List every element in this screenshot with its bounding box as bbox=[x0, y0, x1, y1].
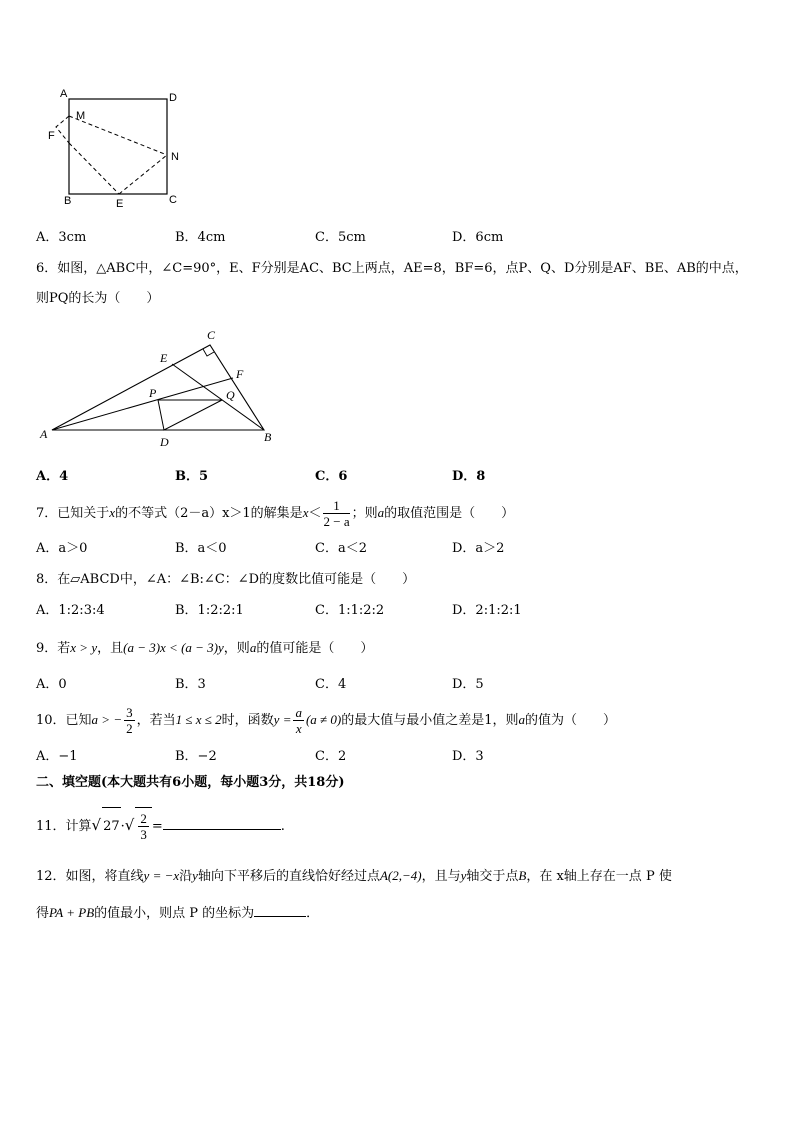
label-n: N bbox=[171, 151, 179, 163]
q9-option-a[interactable]: A．0 bbox=[36, 677, 67, 692]
radical-sign: √ bbox=[91, 816, 102, 834]
label-m: M bbox=[76, 110, 86, 122]
q8-option-d[interactable]: D．2:1:2:1 bbox=[452, 603, 522, 618]
q9-option-d[interactable]: D．5 bbox=[452, 677, 484, 692]
q5-option-c[interactable]: C．5cm bbox=[315, 230, 366, 245]
q12-stem-line1: 12．如图，将直线y = −x沿y轴向下平移后的直线恰好经过点A(2,−4)，且与y轴交于点B，在 x轴上存在一点 P 使 bbox=[36, 868, 672, 884]
q9-option-b[interactable]: B．3 bbox=[175, 677, 206, 692]
q5-option-d[interactable]: D．6cm bbox=[452, 230, 504, 245]
q7-option-a[interactable]: A．a＞0 bbox=[36, 541, 88, 556]
label-p: P bbox=[149, 386, 157, 400]
triangle-pqd bbox=[158, 400, 222, 430]
q9-option-c[interactable]: C．4 bbox=[315, 677, 347, 692]
label-d: D bbox=[169, 92, 177, 104]
fraction: $\frac{3}{2}$ bbox=[126, 705, 133, 736]
square-figure bbox=[40, 84, 200, 214]
segment-af bbox=[52, 378, 233, 430]
q7-option-d[interactable]: D．a＞2 bbox=[452, 541, 505, 556]
label-b: B bbox=[64, 195, 72, 207]
answer-blank[interactable] bbox=[163, 829, 281, 830]
right-angle-mark bbox=[203, 349, 214, 356]
label-c: C bbox=[207, 328, 216, 342]
triangle-figure bbox=[36, 322, 286, 450]
q6-stem-line2: 则PQ的长为（ ） bbox=[36, 291, 160, 306]
label-f: F bbox=[236, 367, 244, 381]
fold-line-fe bbox=[69, 143, 119, 194]
q6-option-d[interactable]: D．8 bbox=[452, 469, 486, 484]
q10-stem: 10．已知a > − $\frac{3}{2}$ ，若当1 ≤ x ≤ 2时，函数y = $\frac{a}{x}$ (a ≠ 0)的最大值与最小值之差是1，则a的值为（ ） bbox=[36, 705, 617, 736]
q8-option-b[interactable]: B．1:2:2:1 bbox=[175, 603, 244, 618]
q6-option-c[interactable]: C．6 bbox=[315, 469, 348, 484]
q7-option-b[interactable]: B．a＜0 bbox=[175, 541, 227, 556]
fraction: $\frac{a}{x}$ bbox=[295, 705, 302, 736]
q5-option-b[interactable]: B．4cm bbox=[175, 230, 226, 245]
segment-be bbox=[172, 364, 264, 430]
label-e: E bbox=[116, 198, 124, 210]
q10-option-b[interactable]: B．−2 bbox=[175, 749, 217, 764]
q8-option-c[interactable]: C．1:1:2:2 bbox=[315, 603, 385, 618]
label-q: Q bbox=[226, 388, 235, 402]
label-a: A bbox=[40, 427, 48, 441]
fraction: $\frac{1}{2 - a}$ bbox=[323, 498, 350, 529]
q12-stem-line2: 得PA + PB的值最小，则点 P 的坐标为 ． bbox=[36, 905, 320, 921]
section-title: 二、填空题(本大题共有6小题，每小题3分，共18分) bbox=[36, 775, 345, 790]
q7-stem: 7．已知关于x的不等式（2－a）x＞1的解集是x＜ $\frac{1}{2 - a}$ ；则a的取值范围是（ ） bbox=[36, 498, 515, 529]
q6-stem-line1: 6．如图，△ABC中，∠C=90°，E、F分别是AC、BC上两点，AE=8，BF=6，点P、Q、D分别是AF、BE、AB的中点， bbox=[36, 261, 748, 276]
label-e: E bbox=[160, 351, 168, 365]
label-b: B bbox=[264, 430, 272, 444]
label-d: D bbox=[160, 435, 169, 449]
q10-option-c[interactable]: C．2 bbox=[315, 749, 347, 764]
q10-option-d[interactable]: D．3 bbox=[452, 749, 484, 764]
label-f: F bbox=[48, 130, 55, 142]
label-c: C bbox=[169, 194, 177, 206]
q6-option-a[interactable]: A．4 bbox=[36, 469, 69, 484]
q11-stem: 11．计算√ 27·√ $\frac{2}{3}$ = . bbox=[36, 806, 285, 846]
q10-option-a[interactable]: A．−1 bbox=[36, 749, 78, 764]
q6-option-b[interactable]: B．5 bbox=[175, 469, 209, 484]
folded-corner bbox=[56, 116, 69, 143]
fold-line-en bbox=[119, 155, 167, 194]
radical-sign: √ bbox=[124, 816, 135, 834]
answer-blank[interactable] bbox=[254, 916, 306, 917]
label-a: A bbox=[60, 88, 68, 100]
q5-option-a[interactable]: A．3cm bbox=[36, 230, 87, 245]
q9-stem: 9．若x > y，且(a − 3)x < (a − 3)y，则a的值可能是（ ） bbox=[36, 640, 374, 656]
q7-option-c[interactable]: C．a＜2 bbox=[315, 541, 367, 556]
q8-stem: 8．在▱ABCD中，∠A：∠B:∠C：∠D的度数比值可能是（ ） bbox=[36, 572, 416, 587]
q8-option-a[interactable]: A．1:2:3:4 bbox=[36, 603, 105, 618]
sqrt-fraction: $\frac{2}{3}$ bbox=[135, 807, 152, 846]
